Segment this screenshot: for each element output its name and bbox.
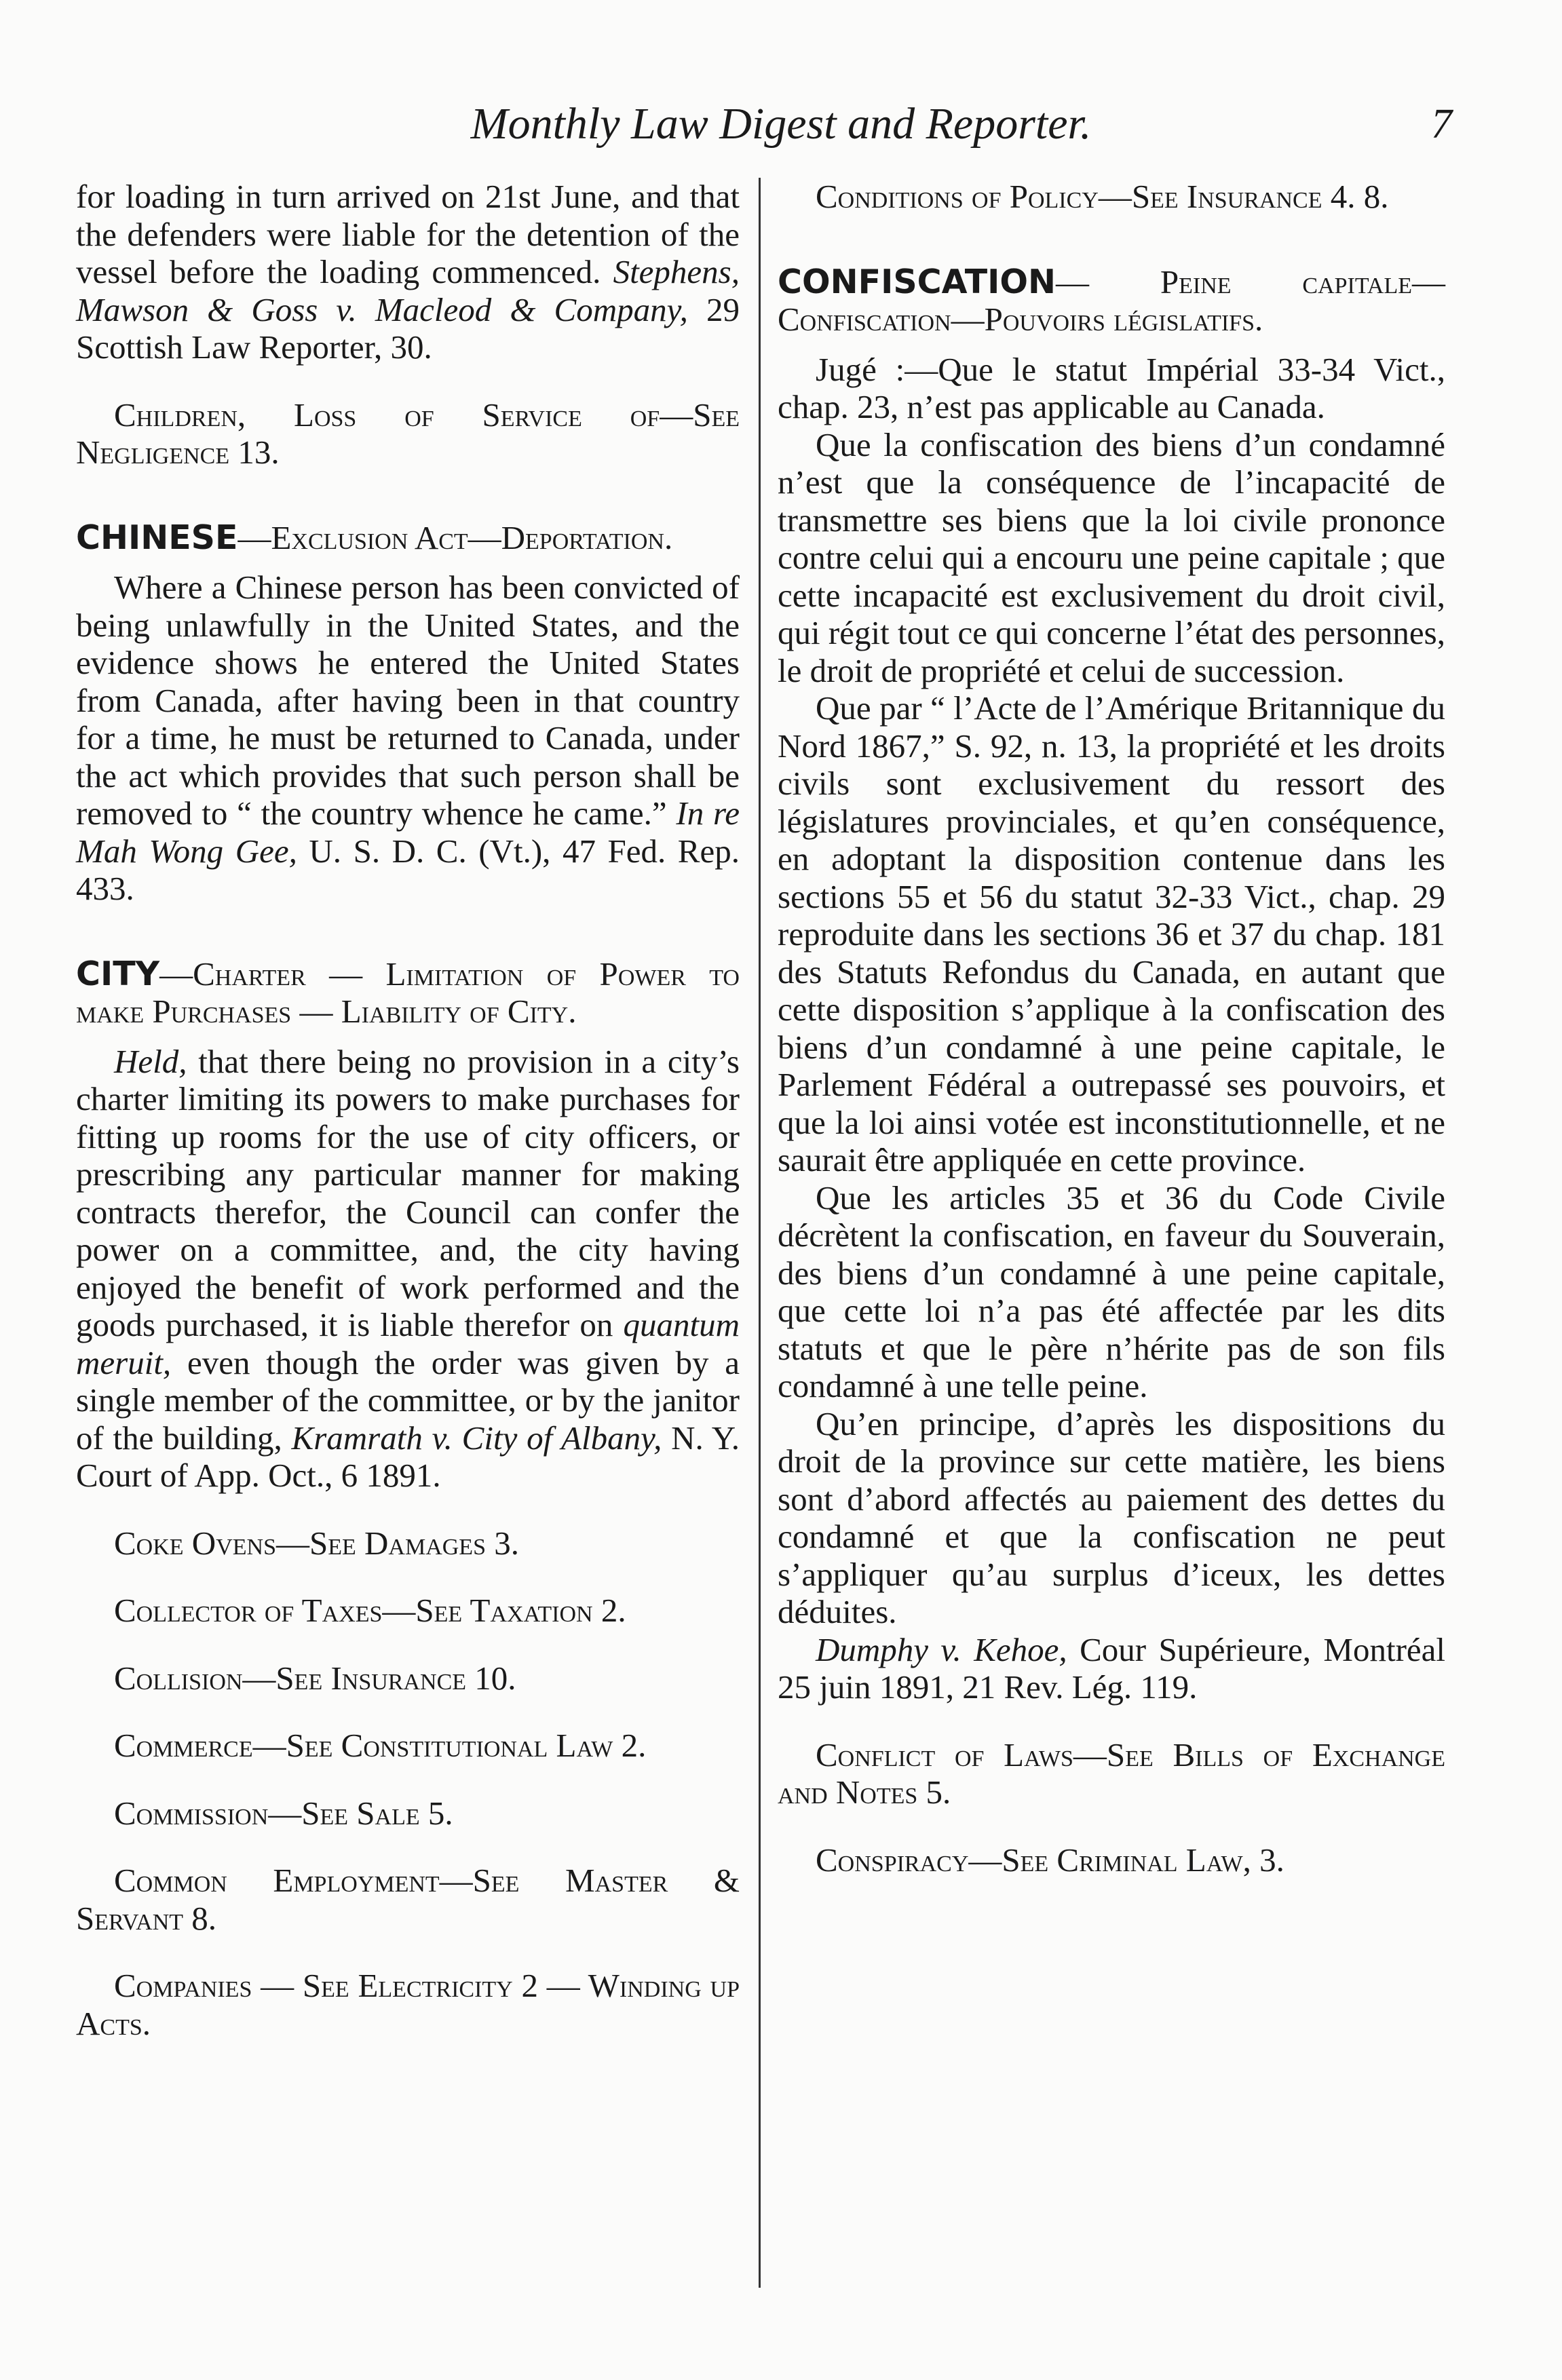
page-header <box>0 94 1562 155</box>
left-column <box>76 178 740 2042</box>
cross-reference: Collision—See Insurance 10. <box>114 1659 516 1697</box>
entry-body: Jugé :—Que le statut Impérial 33-34 Vict., chap. 23, n’est pas applicable au Canada. <box>778 350 1445 425</box>
cross-reference: Conflict of Laws—See Bills of Exchange and Notes 5. <box>778 1735 1445 1811</box>
cross-reference: Collector of Taxes—See Taxation 2. <box>114 1592 626 1629</box>
cross-reference: Common Employment—See Master & Servant 8. <box>76 1862 740 1937</box>
cross-reference: Coke Ovens—See Damages 3. <box>114 1524 519 1562</box>
page-number: 7 <box>1431 101 1452 147</box>
entry-body: Qu’en principe, d’après les dispositions du droit de la province sur cette matière, les biens sont d’abord affectés au paiement des dettes du condamné et que la confiscation ne peut s’appliquer qu’au surplus d’iceux, les dettes déduites. <box>778 1404 1445 1630</box>
entry-body: Que par “ l’Acte de l’Amérique Britannique du Nord 1867,” S. 92, n. 13, la propriété et les droits civils sont exclusivement du ressort des législatures provinciales, et qu’en conséquence, en adoptant la disposition contenue dans les sections 55 et 56 du statut 32-33 Vict., chap. 29 reproduite dans les sections 36 et 37 du chap. 181 des Statuts Refondus du Canada, en autant que cette disposition s’applique à la confiscation des biens d’un condamné à une peine capitale, le Parlement Fédéral a outrepassé ses pouvoirs, et que la loi ainsi votée est inconstitutionnelle, et ne saurait être appliquée en cette province. <box>778 689 1445 1178</box>
running-title: Monthly Law Digest and Reporter. <box>470 99 1092 149</box>
column-divider <box>759 178 761 2288</box>
case-name: Dumphy v. Kehoe, <box>816 1630 1067 1668</box>
case-name: In re Mah Wong Gee, <box>76 794 740 870</box>
entry-body: Held, that there being no provision in a city’s charter limiting its powers to make purchases for fitting up rooms for the use of city officers, or prescribing any particular manner for making contracts therefor, the Council can confer the power on a committee, and, the city having enjoyed the benefit of work performed and the goods purchased, it is liable therefor on quantum meruit, even though the order was given by a single member of the committee, or by the janitor of the building, Kramrath v. City of Albany, N. Y. Court of App. Oct., 6 1891. <box>76 1042 740 1494</box>
entry-body: Que les articles 35 et 36 du Code Civile décrètent la confiscation, en faveur du Souverain, des biens d’un condamné à une peine capitale, que cette loi n’a pas été affectée par les dits statuts et que le père n’hérite pas de son fils condamné à une telle peine. <box>778 1178 1445 1404</box>
entry-heading-confiscation: CONFISCATION— Peine capitale—Confiscation—Pouvoirs législatifs. <box>778 262 1445 338</box>
cross-reference: Children, Loss of Service of—See Negligence 13. <box>76 396 740 471</box>
entry-body: Que la confiscation des biens d’un condamné n’est que la conséquence de l’incapacité de transmettre ses biens que la loi civile prononce contre celui qui a encouru une peine capitale ; que cette incapacité est exclusivement du droit civil, qui régit tout ce qui concerne l’état des personnes, le droit de propriété et celui de succession. <box>778 425 1445 689</box>
cross-reference: Conditions of Policy—See Insurance 4. 8. <box>816 178 1389 215</box>
continued-paragraph: for loading in turn arrived on 21st June, and that the defenders were liable for the detention of the vessel before the loading commenced. Stephens, Mawson & Goss v. Macleod & Company, 29 Scottish Law Reporter, 30. <box>76 178 740 366</box>
entry-heading-chinese: CHINESE—Exclusion Act—Deportation. <box>76 518 673 557</box>
cross-reference: Commerce—See Constitutional Law 2. <box>114 1727 647 1764</box>
cross-reference: Companies — See Electricity 2 — Winding up Acts. <box>76 1967 740 2042</box>
case-name: Kramrath v. City of Albany, <box>291 1419 662 1457</box>
case-name: Stephens, Mawson & Goss v. Macleod & Company, <box>76 253 740 328</box>
cross-reference: Commission—See Sale 5. <box>114 1794 453 1832</box>
entry-citation: Dumphy v. Kehoe, Cour Supérieure, Montréal 25 juin 1891, 21 Rev. Lég. 119. <box>778 1630 1446 1706</box>
entry-body: Where a Chinese person has been convicted of being unlawfully in the United States, and the evidence shows he entered the United States from Canada, after having been in that country for a time, he must be returned to Canada, under the act which provides that such person shall be removed to “ the country whence he came.” In re Mah Wong Gee, U. S. D. C. (Vt.), 47 Fed. Rep. 433. <box>76 569 740 907</box>
entry-heading-city: CITY—Charter — Limitation of Power to make Purchases — Liability of City. <box>76 954 740 1030</box>
right-column <box>778 178 1445 1879</box>
cross-reference: Conspiracy—See Criminal Law, 3. <box>816 1841 1284 1879</box>
